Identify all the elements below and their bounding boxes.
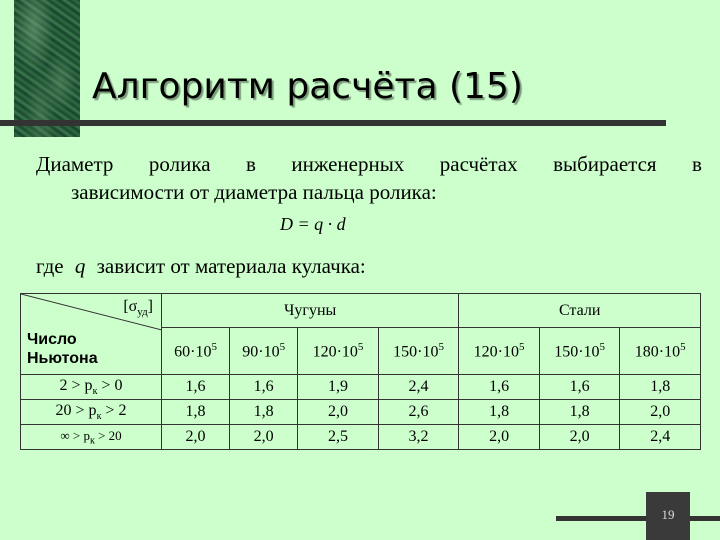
paragraph-line-1 <box>36 150 702 178</box>
group-header-steel: Стали <box>459 294 701 328</box>
row-label: $20 > p_к > 2$ <box>21 399 162 424</box>
table-cell: 2,0 <box>230 424 298 449</box>
formula: D = q · d <box>280 214 346 234</box>
coefficient-table <box>20 293 701 450</box>
strength-header: $120\cdot 10^5$ <box>459 328 540 374</box>
table-cell: 2,0 <box>298 399 379 424</box>
newton-label: Число Ньютона <box>27 330 98 367</box>
table-cell: 2,0 <box>620 399 701 424</box>
table-cell: 1,8 <box>539 399 620 424</box>
table-cell: 2,0 <box>162 424 230 449</box>
table-cell: 2,6 <box>378 399 459 424</box>
table-cell: 1,8 <box>230 399 298 424</box>
strength-header: $120\cdot 10^5$ <box>298 328 379 374</box>
strength-header: $90\cdot 10^5$ <box>230 328 298 374</box>
word: в <box>692 152 702 176</box>
row-label: $2 > p_к > 0$ <box>21 374 162 399</box>
title-underline <box>0 120 666 126</box>
table-cell: 1,6 <box>162 374 230 399</box>
word: инженерных <box>291 152 405 176</box>
page-number: 19 <box>646 492 690 540</box>
footer-line-right <box>690 516 720 521</box>
table-cell: 1,6 <box>459 374 540 399</box>
table-cell: 1,8 <box>620 374 701 399</box>
table-cell: 2,0 <box>539 424 620 449</box>
footer-line <box>556 516 646 521</box>
group-header-cast-iron: Чугуны <box>162 294 459 328</box>
word: расчётах <box>439 152 518 176</box>
table-cell: 2,0 <box>459 424 540 449</box>
paragraph-line-2: зависимости от диаметра пальца ролика: <box>71 180 437 204</box>
strength-header: $180\cdot 10^5$ <box>620 328 701 374</box>
where-prefix: где <box>36 254 64 278</box>
table-corner <box>21 294 162 375</box>
strength-header: $60\cdot 10^5$ <box>162 328 230 374</box>
table-cell: 2,4 <box>378 374 459 399</box>
table-cell: 1,8 <box>162 399 230 424</box>
table-cell: 2,4 <box>620 424 701 449</box>
strength-header: $150\cdot 10^5$ <box>378 328 459 374</box>
stress-label: $[\sigma_{уд}]$ <box>123 298 153 319</box>
table-cell: 1,6 <box>539 374 620 399</box>
table-cell: 3,2 <box>378 424 459 449</box>
marble-decoration <box>14 0 80 137</box>
row-label: ∞ > $p_к > 20$ <box>21 424 162 449</box>
table-cell: 1,6 <box>230 374 298 399</box>
table-row <box>21 374 701 399</box>
where-symbol: q <box>74 254 86 278</box>
where-suffix: зависит от материала кулачка: <box>96 254 366 278</box>
word: выбирается <box>553 152 657 176</box>
table-cell: 2,5 <box>298 424 379 449</box>
table-cell: 1,9 <box>298 374 379 399</box>
slide-title: Алгоритм расчёта (15) <box>92 66 523 107</box>
paragraph <box>36 150 702 206</box>
where-text <box>36 254 366 279</box>
strength-header: $150\cdot 10^5$ <box>539 328 620 374</box>
table-row <box>21 424 701 449</box>
table-body <box>21 374 701 449</box>
word: в <box>246 152 256 176</box>
word: ролика <box>148 152 211 176</box>
word: Диаметр <box>36 152 114 176</box>
table-row <box>21 399 701 424</box>
table-cell: 1,8 <box>459 399 540 424</box>
